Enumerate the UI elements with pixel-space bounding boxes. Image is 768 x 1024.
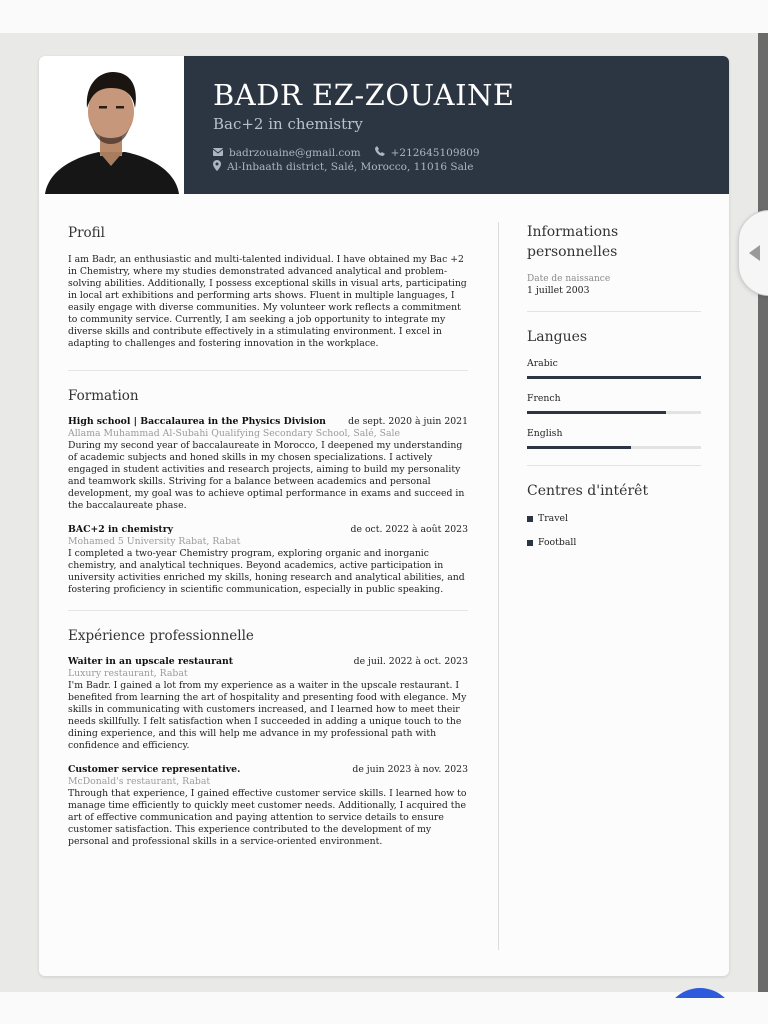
contact-line-1	[213, 146, 480, 159]
entry-role: Customer service representative.	[68, 764, 241, 775]
entry-role: BAC+2 in chemistry	[68, 524, 174, 535]
envelope-icon	[213, 147, 223, 159]
browser-bottom-strip	[0, 992, 768, 1024]
experience-entry	[68, 764, 468, 848]
bullet-icon	[527, 540, 533, 546]
language-level-bar	[527, 411, 666, 414]
chevron-left-icon	[749, 245, 760, 261]
interest-item	[527, 537, 701, 549]
candidate-name: BADR EZ-ZOUAINE	[213, 78, 515, 112]
entry-org: Luxury restaurant, Rabat	[68, 668, 188, 679]
section-title: Profil	[68, 225, 105, 241]
section-title: Informations personnelles	[527, 224, 619, 260]
interest-item	[527, 513, 701, 525]
entry-org: McDonald's restaurant, Rabat	[68, 776, 211, 787]
email-text[interactable]: badrzouaine@gmail.com	[229, 146, 361, 159]
language-item	[527, 393, 701, 414]
language-name: Arabic	[527, 358, 558, 369]
bullet-icon	[527, 516, 533, 522]
section-divider	[68, 370, 468, 371]
language-level-track	[527, 411, 701, 414]
entry-dates: de oct. 2022 à août 2023	[350, 524, 468, 535]
scrollbar[interactable]	[758, 33, 768, 992]
personal-info-section	[527, 222, 701, 297]
profile-photo	[39, 56, 184, 194]
entry-text: Through that experience, I gained effective customer service skills. I learned how to manage time efficiently to quickly meet customer needs. Additionally, I acquired the art of effective communication and paying attention to service details to ensure customer satisfaction. This experience contributed to the development of my personal and professional skills in a service-oriented environment.	[68, 788, 467, 847]
language-item	[527, 428, 701, 449]
section-title: Expérience professionnelle	[68, 628, 254, 644]
main-column	[68, 222, 468, 848]
side-panel-toggle[interactable]	[738, 210, 768, 296]
entry-org: Allama Muhammad Al-Subahi Qualifying Secondary School, Salé, Sale	[68, 428, 401, 439]
location-pin-icon	[213, 160, 221, 174]
language-level-bar	[527, 446, 631, 449]
column-divider	[498, 222, 499, 950]
entry-org: Mohamed 5 University Rabat, Rabat	[68, 536, 241, 547]
section-divider	[527, 465, 701, 466]
phone-text[interactable]: +212645109809	[390, 146, 480, 159]
section-title: Langues	[527, 329, 588, 345]
section-title: Formation	[68, 388, 139, 404]
sidebar-column	[527, 222, 701, 549]
candidate-title: Bac+2 in chemistry	[213, 115, 363, 133]
browser-top-strip	[0, 0, 768, 33]
section-divider	[527, 311, 701, 312]
entry-text: I completed a two-year Chemistry program, exploring organic and inorganic chemistry, and analytical techniques. Beyond academics, active participation in university activities enriched my skills, honing research and analytical abilities, and fostering proficiency in scientific communication, especially in public speaking.	[68, 548, 465, 595]
language-level-track	[527, 446, 701, 449]
entry-role: High school | Baccalaurea in the Physics Division	[68, 416, 326, 427]
language-name: English	[527, 428, 563, 439]
section-title: Centres d'intérêt	[527, 483, 649, 499]
entry-dates: de juin 2023 à nov. 2023	[352, 764, 468, 775]
language-level-bar	[527, 376, 701, 379]
profil-section	[68, 225, 468, 350]
profil-text: I am Badr, an enthusiastic and multi-talented individual. I have obtained my Bac +2 in Chemistry, where my studies demonstrated advanced analytical and problem-solving abilities. Additionally, I possess exceptional skills in visual arts, participating in local art exhibitions and performing arts shows. Fluent in multiple languages, I easily engage with diverse communities. My volunteer work reflects a commitment to community service. Currently, I am seeking a job opportunity to integrate my diverse skills and contribute effectively in a stimulating environment. I excel in adapting to challenges and fostering innovation in the workplace.	[68, 254, 467, 349]
formation-section	[68, 388, 468, 596]
entry-text: I'm Badr. I gained a lot from my experience as a waiter in the upscale restaurant. I benefited from learning the art of hospitality and presenting food with elegance. My skills in communicating with customers increased, and I learned how to meet their needs skillfully. I felt satisfaction when I succeeded in adding a unique touch to the dining experience, and this will help me advance in my professional path with confidence and efficiency.	[68, 680, 467, 751]
phone-icon	[375, 146, 385, 159]
interests-section	[527, 481, 701, 549]
entry-role: Waiter in an upscale restaurant	[68, 656, 234, 667]
experience-entry	[68, 656, 468, 752]
formation-entry	[68, 416, 468, 512]
formation-entry	[68, 524, 468, 596]
experience-section	[68, 628, 468, 848]
entry-dates: de juil. 2022 à oct. 2023	[353, 656, 468, 667]
entry-text: During my second year of baccalaureate in Morocco, I deepened my understanding of academic subjects and honed skills in my chosen specializations. I actively engaged in student activities and research projects, aiming to build my personality and teamwork skills. Striving for a balance between academics and personal development, my goal was to achieve optimal performance in exams and succeed in the baccalaureate phase.	[68, 440, 465, 511]
contact-line-2	[213, 160, 473, 174]
resume-page	[39, 56, 729, 976]
birth-date-value: 1 juillet 2003	[527, 285, 590, 296]
language-level-track	[527, 376, 701, 379]
entry-dates: de sept. 2020 à juin 2021	[348, 416, 468, 427]
birth-date-label: Date de naissance	[527, 274, 611, 284]
interest-label: Football	[538, 537, 577, 548]
address-text: Al-Inbaath district, Salé, Morocco, 11016 Sale	[227, 161, 474, 173]
resume-header	[39, 56, 729, 194]
languages-section	[527, 327, 701, 449]
interest-label: Travel	[538, 513, 568, 524]
language-name: French	[527, 393, 561, 404]
section-divider	[68, 610, 468, 611]
language-item	[527, 358, 701, 379]
